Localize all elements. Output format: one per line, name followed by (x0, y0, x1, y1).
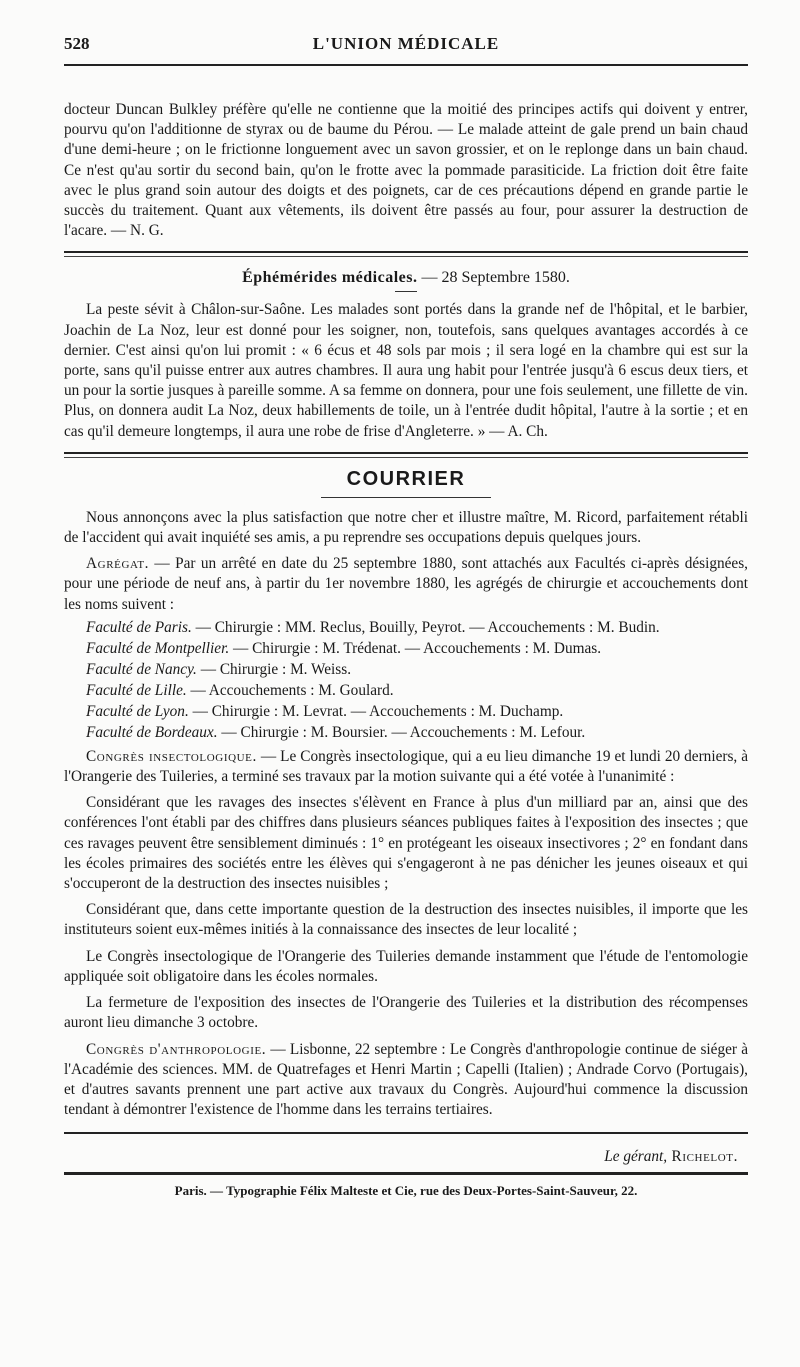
footer-divider (64, 1172, 748, 1175)
faculty-item (86, 638, 748, 659)
printer-footer: Paris. — Typographie Félix Malteste et Cie, rue des Deux-Portes-Saint-Sauveur, 22. (174, 1183, 638, 1199)
running-title: L'UNION MÉDICALE (312, 34, 500, 53)
faculty-detail: — Chirurgie : MM. Reclus, Bouilly, Peyrot. — Accouchements : M. Budin. (191, 618, 660, 636)
faculty-detail: — Chirurgie : M. Weiss. (196, 660, 352, 678)
short-divider (395, 291, 417, 292)
signature (64, 1148, 748, 1166)
congres-insectologique-text: — Le Congrès insectologique, qui a eu lieu dimanche 19 et lundi 20 derniers, à l'Orangerie des Tuileries, a terminé ses travaux par la motion suivante qui a été votée à l'unanimité : (64, 747, 748, 786)
anthropologie-text: — Lisbonne, 22 septembre : Le Congrès d'anthropologie continue de siéger à l'Académie des sciences. MM. de Quatrefages et Henri Martin ; Capelli (Italien) ; Andrade Corvo (Portugais), et d'autres savants prennent une part active aux travaux du Congrès. Aujourd'hui commence la discussion tendant à démontrer l'existence de l'homme dans les terrains tertiaires. (64, 1040, 748, 1119)
faculty-item (86, 659, 748, 680)
faculty-list (86, 617, 748, 743)
faculty-name: Faculté de Lille. (86, 681, 187, 699)
end-divider (64, 1132, 748, 1134)
ephemerides-title (64, 269, 748, 287)
faculty-item (86, 617, 748, 638)
faculty-detail: — Chirurgie : M. Trédenat. — Accouchements : M. Dumas. (229, 639, 602, 657)
signature-role: Le gérant, (604, 1148, 668, 1166)
ephemerides-paragraph: La peste sévit à Châlon-sur-Saône. Les malades sont portés dans la grande nef de l'hôpital, et le barbier, Joachin de La Noz, leur est donné pour les soigner, non, toutefois, sans quelques avantages accordés à ce dernier. C'est ainsi qu'on lui promit : « 6 écus et 48 sols par mois ; il sera logé en la chambre qui est sur la porte, sans qu'il puisse entrer aux autres chambres. Il aura ung habit pour l'entrée jusqu'à 6 escus deux tiers, et un pour la sortie jusques à pareille somme. A sa femme on donnera, pour une fois seulement, une fillette de vin. Plus, on donnera audit La Noz, deux habillements de toile, un à l'entrée dudit hôpital, l'autre à la sortie ; et en cas qu'il demeure longtemps, il aura une robe de frise d'Angleterre. » — A. Ch. (64, 301, 748, 440)
section-divider (64, 251, 748, 257)
congres-insectologique-label: Congrès insectologique. (86, 747, 257, 765)
page-number: 528 (64, 34, 90, 53)
fermeture-paragraph: La fermeture de l'exposition des insectes de l'Orangerie des Tuileries et la distribution des récompenses auront lieu dimanche 3 octobre. (64, 994, 748, 1032)
considerant-paragraph-2: Considérant que, dans cette importante question de la destruction des insectes nuisibles, il importe que les instituteurs soient eux-mêmes initiés à la connaissance des insectes de leur localité ; (64, 901, 748, 939)
faculty-detail: — Accouchements : M. Goulard. (186, 681, 394, 699)
courrier-divider (321, 497, 491, 498)
section-divider (64, 452, 748, 458)
signature-name: Richelot. (667, 1148, 738, 1166)
congres-demande-paragraph: Le Congrès insectologique de l'Orangerie des Tuileries demande instamment que l'étude de l'entomologie appliquée soit obligatoire dans les écoles normales. (64, 947, 748, 985)
faculty-name: Faculté de Montpellier. (86, 639, 230, 657)
faculty-name: Faculté de Paris. (86, 618, 192, 636)
agregat-label: Agrégat. (86, 555, 150, 573)
agregat-paragraph (64, 554, 748, 615)
faculty-item (86, 722, 748, 743)
faculty-item (86, 680, 748, 701)
faculty-item (86, 701, 748, 722)
anthropologie-paragraph (64, 1040, 748, 1121)
courrier-paragraph-ricord: Nous annonçons avec la plus satisfaction que notre cher et illustre maître, M. Ricord, parfaitement rétabli de l'accident qui avait inquiété ses amis, a pu reprendre ses occupations depuis quelques jours. (64, 508, 748, 547)
faculty-detail: — Chirurgie : M. Boursier. — Accouchements : M. Lefour. (217, 723, 586, 741)
faculty-name: Faculté de Bordeaux. (86, 723, 218, 741)
ephemerides-title-date: — 28 Septembre 1580. (417, 269, 570, 287)
faculty-name: Faculté de Nancy. (86, 660, 197, 678)
considerant-paragraph-1: Considérant que les ravages des insectes s'élèvent en France à plus d'un milliard par an, ainsi que des conférences l'ont établi par des chiffres dans plusieurs séances publiques faites à l'exposition des insectes ; que ces ravages peuvent être sensiblement diminués : 1° en protégeant les oiseaux insectivores ; 2° en fondant dans les écoles primaires des sociétés entre les élèves qui s'engageront à ne pas dénicher les jeunes oiseaux et qui s'occuperont de la destruction des insectes nuisibles ; (64, 794, 748, 893)
anthropologie-label: Congrès d'anthropologie. (86, 1040, 267, 1058)
courrier-title: COURRIER (346, 467, 466, 490)
page-header (64, 26, 748, 66)
congres-insectologique-paragraph (64, 747, 748, 787)
intro-paragraph: docteur Duncan Bulkley préfère qu'elle ne contienne que la moitié des principes actifs qui doivent y entrer, pourvu qu'on l'additionne de styrax ou de baume du Pérou. — Le malade atteint de gale prend un bain chaud d'une demi-heure ; on le frictionne longuement avec un savon grossier, et on le replonge dans un bain chaud. Ce n'est qu'au sortir du second bain, qu'on le frotte avec la pommade parasiticide. La friction doit être faite avec le plus grand soin autour des doigts et des poignets, car de ces précautions dépend en grande partie le succès du traitement. Quant aux vêtements, ils doivent être passés au four, pour assurer la destruction de l'acare. — N. G. (64, 101, 748, 240)
agregat-text: — Par un arrêté en date du 25 septembre 1880, sont attachés aux Facultés ci-après désignées, pour une période de neuf ans, à partir du 1er novembre 1880, les agrégés de chirurgie et accouchements dont les noms suivent : (64, 555, 748, 613)
ephemerides-title-bold: Éphémérides médicales. (242, 269, 418, 287)
faculty-name: Faculté de Lyon. (86, 702, 189, 720)
faculty-detail: — Chirurgie : M. Levrat. — Accouchements : M. Duchamp. (188, 702, 564, 720)
